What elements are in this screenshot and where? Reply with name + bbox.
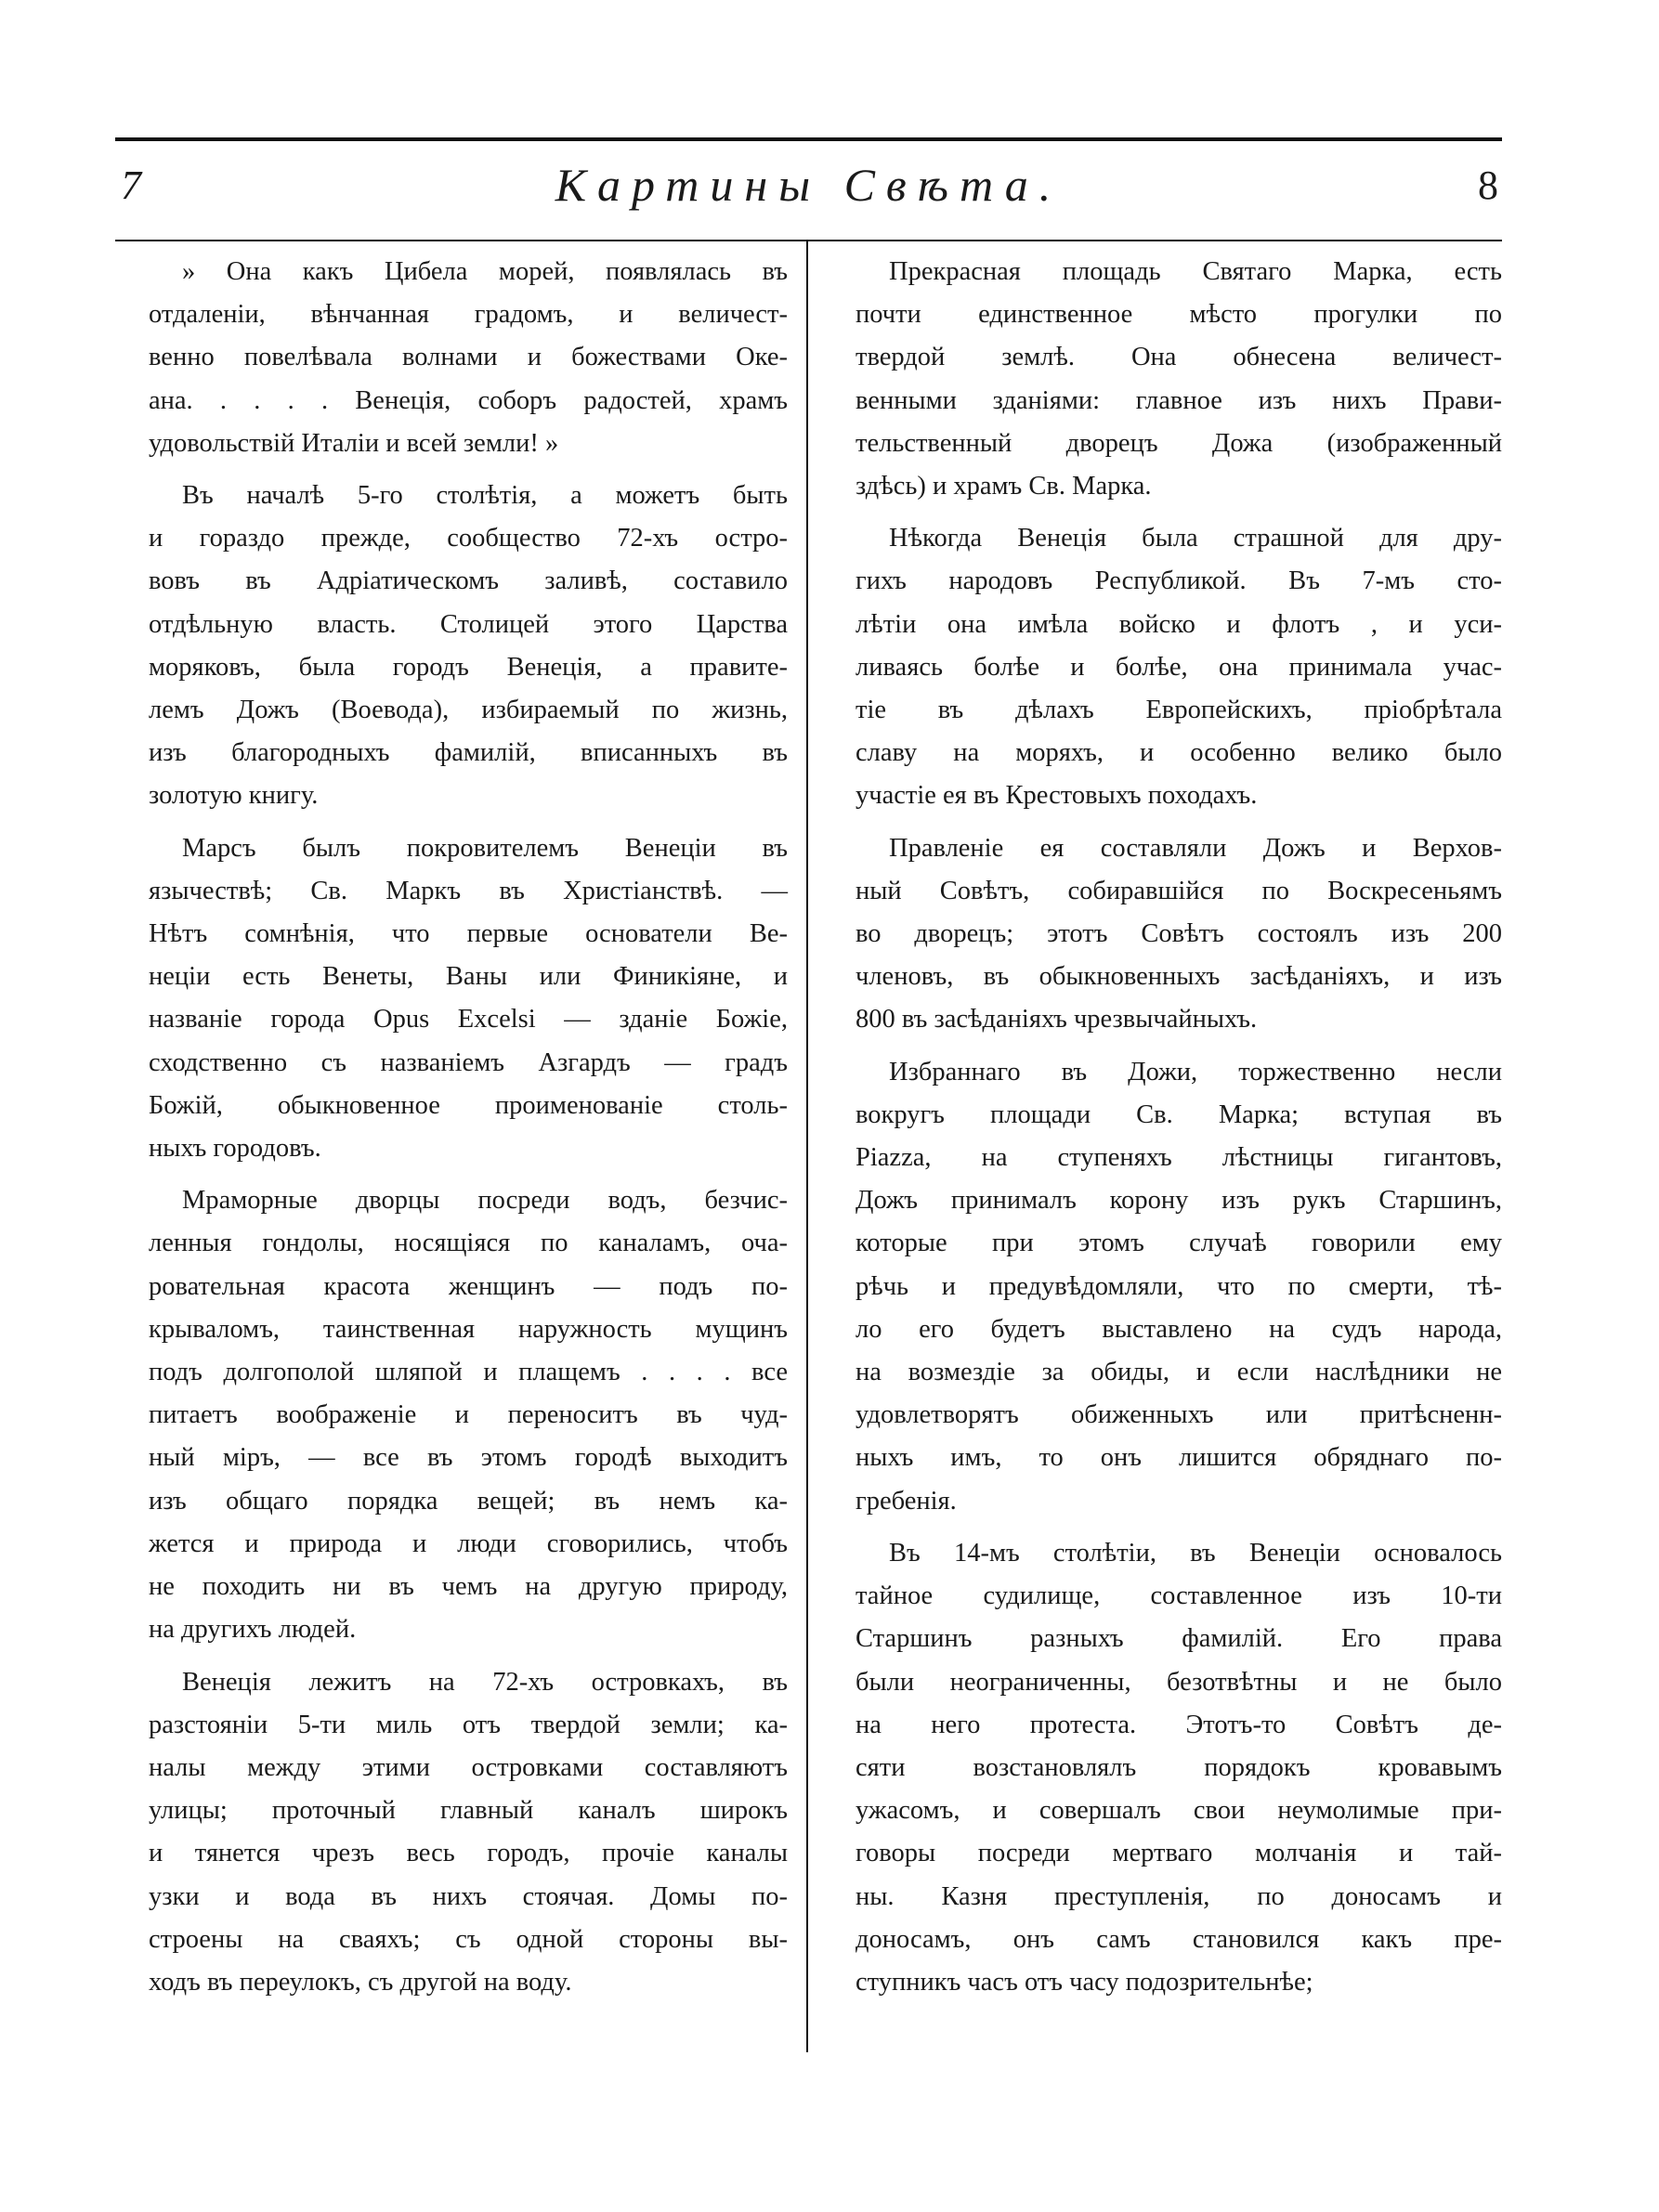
text-line: Прекрасная площадь Святаго Марка, есть	[889, 257, 1502, 286]
text-line: на возмездіе за обиды, и если наслѣдники не	[856, 1358, 1502, 1387]
paragraph	[822, 827, 1502, 1042]
paragraph	[822, 1532, 1502, 2004]
text-line: названіе города Opus Excelsi — зданіе Божіе,	[149, 1005, 788, 1034]
text-line: ло его будетъ выставлено на судъ народа,	[856, 1314, 1502, 1344]
text-line: были неограниченны, безотвѣтны и не было	[856, 1667, 1502, 1697]
text-line: ный міръ, — все въ этомъ городѣ выходитъ	[149, 1443, 788, 1473]
text-line: Въ 14-мъ столѣтіи, въ Венеціи основалось	[889, 1538, 1502, 1568]
text-line: и тянется чрезъ весь городъ, прочіе каналы	[149, 1839, 788, 1868]
text-line: тельственный дворецъ Дожа (изображенный	[856, 428, 1502, 458]
text-line: ленныя гондолы, носящіяся по каналамъ, оча-	[149, 1229, 788, 1258]
text-line: 800 въ засѣданіяхъ чрезвычайныхъ.	[856, 1005, 1258, 1034]
text-line: тіе въ дѣлахъ Европейскихъ, пріобрѣтала	[856, 696, 1502, 725]
text-line: не походить ни въ чемъ на другую природу,	[149, 1572, 788, 1602]
text-line: налы между этими островками составляютъ	[149, 1752, 788, 1782]
header-rule	[115, 240, 1502, 241]
text-line: здѣсь) и храмъ Св. Марка.	[856, 472, 1152, 501]
text-line: венными зданіями: главное изъ нихъ Прави-	[856, 385, 1502, 415]
paragraph	[115, 1661, 788, 2005]
paragraph	[822, 1051, 1502, 1523]
text-line: Нѣтъ сомнѣнія, что первые основатели Ве-	[149, 919, 788, 949]
text-line: ныхъ городовъ.	[149, 1134, 321, 1164]
page-number-left: 7	[121, 163, 141, 208]
text-line: Правленіе ея составляли Дожъ и Верхов-	[889, 833, 1502, 863]
text-line: крываломъ, таинственная наружность мущинъ	[149, 1314, 788, 1344]
text-line: сяти возстановлялъ порядокъ кровавымъ	[856, 1752, 1502, 1782]
text-line: говоры посреди мертваго молчанія и тай-	[856, 1839, 1502, 1868]
text-line: Венеція лежитъ на 72-хъ островкахъ, въ	[182, 1667, 788, 1697]
text-line: ужасомъ, и совершалъ свои неумолимые при-	[856, 1796, 1502, 1826]
text-line: жется и природа и люди сговорились, чтобъ	[149, 1529, 788, 1558]
text-line: удовлетворятъ обиженныхъ или притѣсненн-	[856, 1400, 1502, 1430]
text-line: тайное судилище, составленное изъ 10-ти	[856, 1581, 1502, 1611]
text-line: изъ благородныхъ фамилій, вписанныхъ въ	[149, 738, 788, 768]
text-line: членовъ, въ обыкновенныхъ засѣданіяхъ, и изъ	[856, 962, 1502, 992]
text-line: на него протеста. Этотъ-то Совѣтъ де-	[856, 1710, 1502, 1739]
text-line: удовольствій Италіи и всей земли! »	[149, 428, 559, 458]
text-line: во дворецъ; этотъ Совѣтъ состоялъ изъ 200	[856, 919, 1502, 949]
text-line: на другихъ людей.	[149, 1615, 357, 1645]
left-column	[115, 251, 788, 2013]
text-line: изъ общаго порядка вещей; въ немъ ка-	[149, 1486, 788, 1516]
text-line: твердой землѣ. Она обнесена величест-	[856, 343, 1502, 372]
right-column	[822, 251, 1502, 2013]
paragraph	[822, 251, 1502, 508]
text-line: » Она какъ Цибела морей, появлялась въ	[182, 257, 788, 286]
text-line: которые при этомъ случаѣ говорили ему	[856, 1229, 1502, 1258]
text-line: ана. . . . . Венеція, соборъ радостей, храмъ	[149, 385, 788, 415]
text-line: ступникъ часъ отъ часу подозрительнѣе;	[856, 1967, 1313, 1997]
text-line: почти единственное мѣсто прогулки по	[856, 300, 1502, 330]
text-line: узки и вода въ нихъ стоячая. Домы по-	[149, 1881, 788, 1911]
text-line: лемъ Дожъ (Воевода), избираемый по жизнь,	[149, 696, 788, 725]
text-line: ныхъ имъ, то онъ лишится обряднаго по-	[856, 1443, 1502, 1473]
text-line: доносамъ, онъ самъ становился какъ пре-	[856, 1924, 1502, 1954]
text-line: Старшинъ разныхъ фамилій. Его права	[856, 1624, 1502, 1654]
text-line: славу на моряхъ, и особенно велико было	[856, 738, 1502, 768]
text-line: улицы; проточный главный каналъ широкъ	[149, 1796, 788, 1826]
text-line: моряковъ, была городъ Венеція, а правите-	[149, 652, 788, 682]
text-line: ны. Казня преступленія, по доносамъ и	[856, 1881, 1502, 1911]
text-line: гребенія.	[856, 1486, 957, 1516]
text-line: ровательная красота женщинъ — подъ по-	[149, 1271, 788, 1301]
running-header	[115, 154, 1502, 228]
text-line: Въ началѣ 5-го столѣтія, а можетъ быть	[182, 481, 788, 511]
text-line: участіе ея въ Крестовыхъ походахъ.	[856, 781, 1258, 811]
text-line: венно повелѣвала волнами и божествами Оке-	[149, 343, 788, 372]
text-line: золотую книгу.	[149, 781, 319, 811]
text-line: гихъ народовъ Республикой. Въ 7-мъ сто-	[856, 566, 1502, 596]
text-line: подъ долгополой шляпой и плащемъ . . . . все	[149, 1358, 788, 1387]
text-line: вовъ въ Адріатическомъ заливѣ, составило	[149, 566, 788, 596]
paragraph	[115, 827, 788, 1171]
text-line: вокругъ площади Св. Марка; вступая въ	[856, 1099, 1502, 1129]
text-line: Мраморные дворцы посреди водъ, безчис-	[182, 1186, 788, 1216]
text-line: сходственно съ названіемъ Азгардъ — градъ	[149, 1047, 788, 1077]
paragraph	[115, 1179, 788, 1651]
text-line: Избраннаго въ Дожи, торжественно несли	[889, 1057, 1502, 1086]
paragraph	[822, 517, 1502, 817]
text-line: рѣчь и предувѣдомляли, что по смерти, тѣ-	[856, 1271, 1502, 1301]
text-line: отдѣльную власть. Столицей этого Царства	[149, 609, 788, 639]
text-line: ливаясь болѣе и болѣе, она принимала учас-	[856, 652, 1502, 682]
text-line: Piazza, на ступеняхъ лѣстницы гигантовъ,	[856, 1143, 1502, 1173]
text-line: ный Совѣтъ, собиравшійся по Воскресеньямъ	[856, 876, 1502, 905]
paragraph	[115, 251, 788, 465]
column-divider	[806, 241, 808, 2052]
text-line: отдаленіи, вѣнчанная градомъ, и величест-	[149, 300, 788, 330]
page-number-right: 8	[1478, 163, 1498, 208]
text-line: неціи есть Венеты, Ваны или Финикіяне, и	[149, 962, 788, 992]
text-line: ходъ въ переулокъ, съ другой на воду.	[149, 1967, 572, 1997]
text-line: Марсъ былъ покровителемъ Венеціи въ	[182, 833, 788, 863]
text-line: питаетъ воображеніе и переноситъ въ чуд-	[149, 1400, 788, 1430]
text-line: и гораздо прежде, сообщество 72-хъ остро-	[149, 524, 788, 553]
top-rule	[115, 137, 1502, 141]
text-line: язычествѣ; Св. Маркъ въ Христіанствѣ. —	[149, 876, 788, 905]
text-line: разстояніи 5-ти миль отъ твердой земли; ка-	[149, 1710, 788, 1739]
text-line: Нѣкогда Венеція была страшной для дру-	[889, 524, 1502, 553]
text-line: Божій, обыкновенное проименованіе столь-	[149, 1090, 788, 1120]
paragraph	[115, 475, 788, 818]
text-line: Дожъ принималъ корону изъ рукъ Старшинъ,	[856, 1186, 1502, 1216]
text-line: лѣтіи она имѣла войско и флотъ , и уси-	[856, 609, 1502, 639]
text-line: строены на сваяхъ; съ одной стороны вы-	[149, 1924, 788, 1954]
running-title: Картины Свѣта.	[555, 159, 1063, 211]
